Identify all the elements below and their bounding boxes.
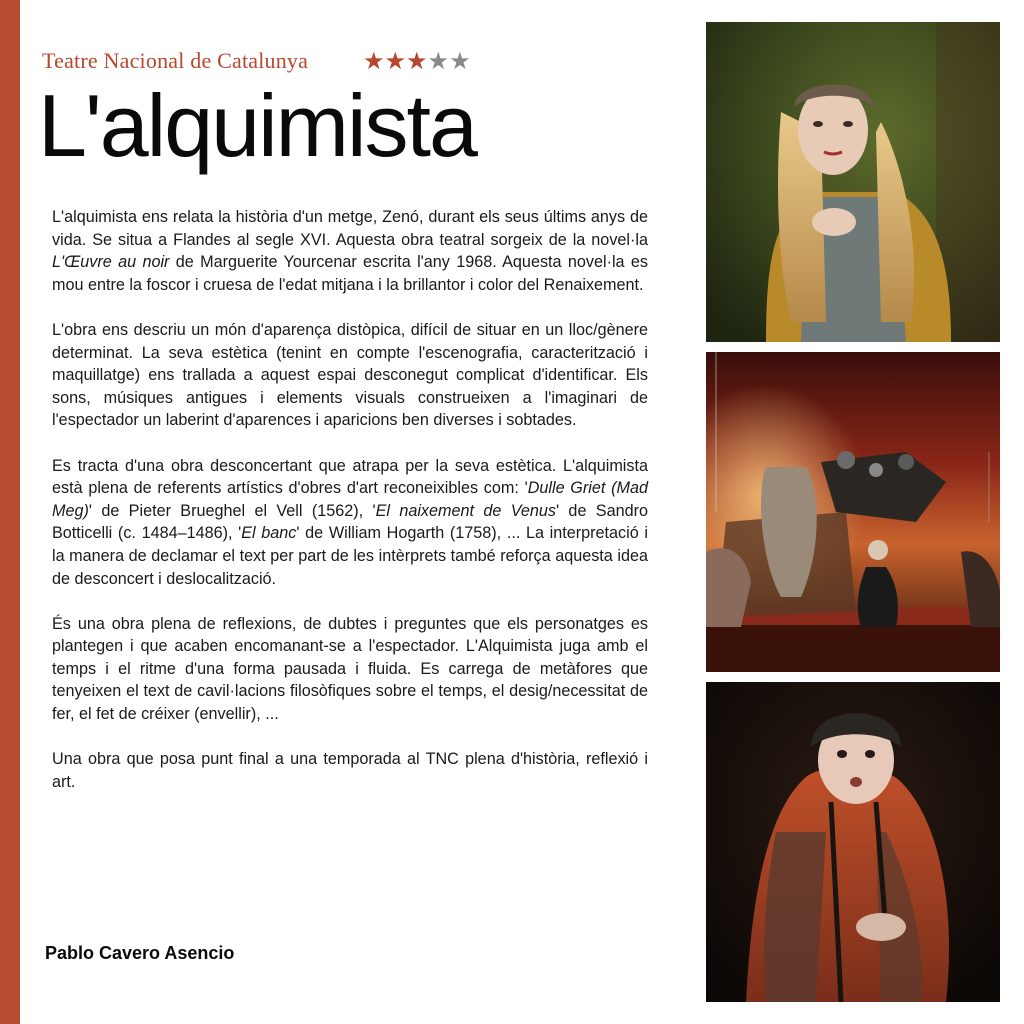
review-paragraph xyxy=(52,455,648,591)
paragraph-text: ' de Pieter Brueghel el Vell (1562), ' xyxy=(88,501,376,520)
photo-actress-orange-coat xyxy=(706,682,1000,1002)
paragraph-text: Una obra que posa punt final a una temporada al TNC plena d'història, reflexió i art. xyxy=(52,750,648,791)
paragraph-text: L'alquimista ens relata la història d'un metge, Zenó, durant els seus últims anys de vida. Se situa a Flandes al segle XVI. Aquesta obra teatral sorgeix de la novel·la xyxy=(52,208,648,249)
author-name: Pablo Cavero Asencio xyxy=(45,943,235,963)
photo-actress-blonde-image xyxy=(706,22,1000,342)
photo-actress-orange-coat-image xyxy=(706,682,1000,1002)
paragraph-text: de Marguerite Yourcenar escrita l'any 1968. Aquesta novel·la es mou entre la foscor i cruesa de l'edat mitjana i la brillantor i color del Renaixement. xyxy=(52,253,648,294)
photo-actress-blonde xyxy=(706,22,1000,342)
star-filled-icon: ★ xyxy=(406,48,428,75)
venue-name: Teatre Nacional de Catalunya xyxy=(42,48,309,73)
review-paragraph xyxy=(52,206,648,296)
artwork-title: L'Œuvre au noir xyxy=(52,253,170,272)
artwork-title: El naixement de Venus xyxy=(375,501,556,520)
paragraph-text: Es tracta d'una obra desconcertant que atrapa per la seva estètica. L'alquimista està plena de referents artístics d'obres d'art reconeixibles com: ' xyxy=(52,456,648,498)
review-paragraph xyxy=(52,319,648,432)
paragraph-text: ' de William Hogarth (1758), ... La interpretació i la manera de declamar el text per part de les intèrprets també reforça aquesta idea de desconcert i deslocalització. xyxy=(52,524,648,588)
artwork-title: Dulle Griet (Mad Meg) xyxy=(52,479,649,520)
paragraph-text: És una obra plena de reflexions, de dubtes i preguntes que els personatges es plantegen i que acaben encomanant-se a l'espectador. L'Alquimista juga amb el temps i el ritme d'una forma pausada i fluida. Es carrega de metàfores que tenyeixen el text de cavil·lacions filosòfiques sobre el temps, el desig/necessitat de fer, el fet de créixer (envellir), ... xyxy=(52,614,648,724)
paragraph-text: L'obra ens descriu un món d'aparença distòpica, difícil de situar en un lloc/gènere determinat. La seva estètica (tenint en compte l'escenografia, caracterització i maquillatge) ens trallada a aquest espai desconegut complicat d'identificar. Els sons, músiques antigues i elements visuals construeixen a l'imaginari de l'espectador un laberint d'aparences i aparicions ben diverses i sobtades. xyxy=(52,320,648,430)
page-title: L'alquimista xyxy=(38,76,476,175)
artwork-title: El banc xyxy=(241,524,297,543)
review-body xyxy=(52,206,648,816)
review-paragraph xyxy=(52,613,648,726)
star-empty-icon: ★ xyxy=(449,48,471,75)
photo-stage-scene-image xyxy=(706,352,1000,672)
star-filled-icon: ★ xyxy=(384,48,407,75)
star-filled-icon: ★ xyxy=(363,48,385,75)
review-paragraph xyxy=(52,748,648,793)
photo-stage-scene xyxy=(706,352,1000,672)
paragraph-text: ' de Sandro Botticelli (c. 1484–1486), ' xyxy=(52,501,648,543)
star-rating xyxy=(363,50,471,74)
star-empty-icon: ★ xyxy=(427,48,450,75)
accent-bar xyxy=(0,0,20,1024)
